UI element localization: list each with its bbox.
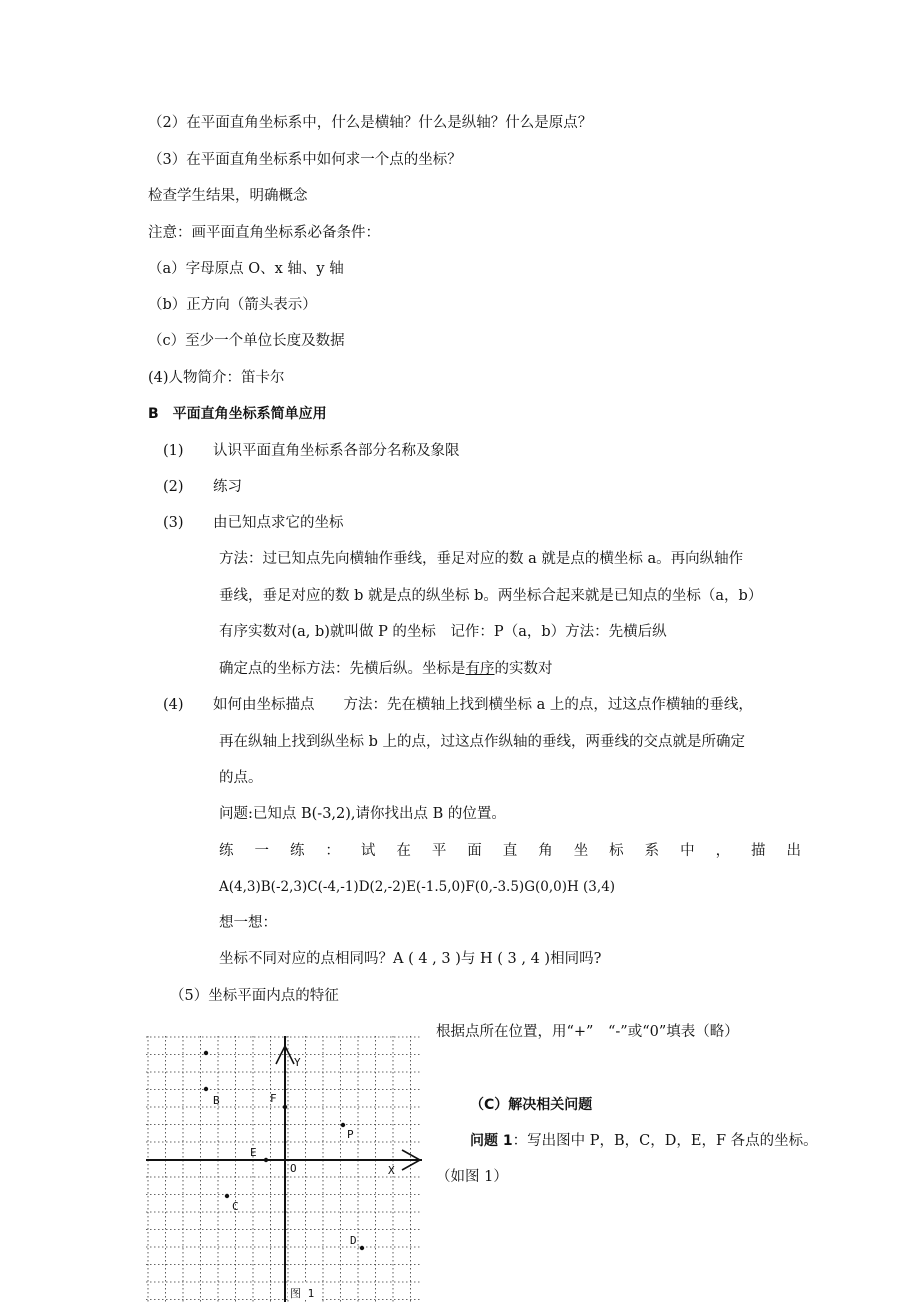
point-f-dot: [283, 1105, 287, 1109]
check-results-line: 检查学生结果，明确概念: [148, 188, 308, 204]
point-d-label: D: [350, 1234, 357, 1247]
method-line-2: 垂线，垂足对应的数 b 就是点的纵坐标 b。两坐标合起来就是已知点的坐标（a，b）: [219, 588, 763, 604]
item-5: （5）坐标平面内点的特征: [170, 988, 339, 1004]
method-line-4-post: 的实数对: [494, 661, 553, 677]
practice-char: 出: [786, 843, 801, 859]
point-b-dot: [204, 1051, 208, 1055]
item-2-text: 练习: [213, 479, 242, 495]
practice-char: ，: [715, 843, 731, 859]
method-line-4: [219, 659, 553, 679]
figure-caption: 图 1: [290, 1287, 315, 1300]
point-e-label: E: [250, 1146, 257, 1159]
practice-char: 平: [431, 843, 447, 859]
point-f-label: F: [270, 1092, 277, 1105]
practice-char: ：: [325, 843, 340, 859]
method-line-4-pre: 确定点的坐标方法：先横后纵。坐标是: [219, 661, 466, 677]
practice-char: 角: [538, 843, 553, 859]
y-axis-label: Y: [294, 1056, 301, 1069]
question-1: [470, 1131, 818, 1151]
fill-table-instruction: 根据点所在位置，用“+” “-”或“0”填表（略）: [436, 1024, 739, 1040]
point-p-dot: [341, 1123, 345, 1127]
practice-char: 在: [396, 843, 411, 859]
point-d-dot: [360, 1246, 364, 1250]
points-list: A(4,3)B(-2,3)C(-4,-1)D(2,-2)E(-1.5,0)F(0,-3.5)G(0,0)H (3,4): [219, 879, 616, 895]
item-4-line-3: 的点。: [219, 770, 263, 786]
practice-char: 练: [289, 843, 305, 859]
method-line-1: 方法：过已知点先向横轴作垂线，垂足对应的数 a 就是点的横坐标 a。再向纵轴作: [219, 551, 744, 567]
point-e-dot: [264, 1158, 268, 1162]
point-c-label: C: [232, 1200, 239, 1213]
condition-a: （a）字母原点 O、x 轴、y 轴: [148, 261, 344, 277]
practice-line: [219, 841, 801, 861]
question-line-3: （3）在平面直角坐标系中如何求一个点的坐标？: [148, 152, 462, 168]
item-2-num: (2): [163, 479, 184, 495]
point-p-label: P: [347, 1128, 354, 1141]
section-b-heading: B 平面直角坐标系简单应用: [148, 406, 327, 422]
practice-char: 坐: [573, 843, 589, 859]
practice-char: 一: [254, 843, 269, 859]
question-1-label: 问题 1: [470, 1133, 513, 1149]
condition-b: （b）正方向（箭头表示）: [148, 297, 317, 313]
point-b-question: 问题:已知点 B(-3,2),请你找出点 B 的位置。: [219, 806, 506, 822]
section-c-heading: （C）解决相关问题: [470, 1097, 593, 1113]
method-line-3: 有序实数对(a, b)就叫做 P 的坐标 记作：P（a，b）方法：先横后纵: [219, 624, 667, 640]
point-c-dot: [225, 1194, 229, 1198]
ordered-underlined: 有序: [465, 661, 495, 677]
item-3-text: 由已知点求它的坐标: [213, 515, 344, 531]
practice-char: 练: [219, 843, 234, 859]
practice-char: 描: [751, 843, 766, 859]
item-3-num: (3): [163, 515, 184, 531]
think-question: 坐标不同对应的点相同吗？A ( 4 , 3 )与 H ( 3 , 4 )相同吗?: [219, 951, 602, 967]
point-b-marker: [204, 1087, 208, 1091]
origin-label: O: [290, 1162, 297, 1175]
item-1-text: 认识平面直角坐标系各部分名称及象限: [213, 443, 460, 459]
point-b-label: B: [213, 1094, 220, 1107]
condition-c: （c）至少一个单位长度及数据: [148, 333, 345, 349]
question-line-2: （2）在平面直角坐标系中，什么是横轴？什么是纵轴？什么是原点？: [148, 115, 593, 131]
question-1-cont: （如图 1）: [436, 1169, 508, 1185]
practice-char: 中: [680, 843, 695, 859]
note-line: 注意：画平面直角坐标系必备条件：: [148, 225, 380, 241]
question-1-text: ：写出图中 P，B，C，D，E，F 各点的坐标。: [512, 1133, 818, 1149]
practice-char: 系: [644, 843, 660, 859]
practice-char: 标: [609, 843, 624, 859]
coordinate-figure: [146, 1036, 422, 1302]
think-heading: 想一想：: [219, 915, 277, 931]
x-axis-label: X: [388, 1164, 395, 1177]
item-4-line-2: 再在纵轴上找到纵坐标 b 上的点，过这点作纵轴的垂线，两垂线的交点就是所确定: [219, 734, 745, 750]
person-intro: (4)人物简介：笛卡尔: [148, 370, 285, 386]
item-4-num: (4): [163, 697, 184, 713]
practice-char: 面: [467, 843, 482, 859]
practice-char: 试: [360, 843, 376, 859]
item-4-text: 如何由坐标描点 方法：先在横轴上找到横坐标 a 上的点，过这点作横轴的垂线，: [213, 697, 753, 713]
practice-char: 直: [502, 843, 518, 859]
item-1-num: (1): [163, 443, 184, 459]
coordinate-grid-svg: [146, 1036, 422, 1302]
